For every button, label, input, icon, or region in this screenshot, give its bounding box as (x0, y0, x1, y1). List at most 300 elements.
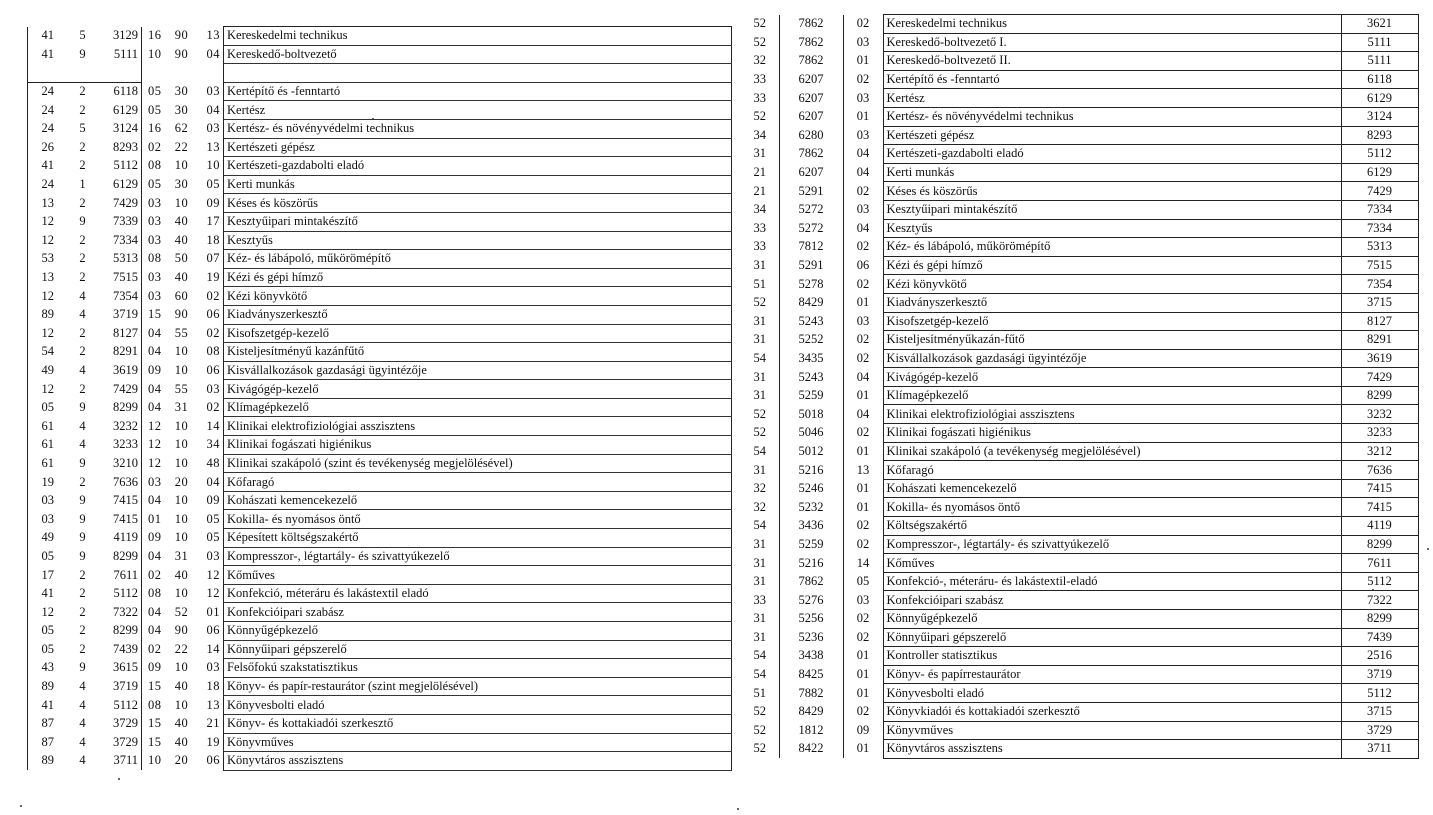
okj-code-cell: 3435 (779, 349, 843, 368)
okj-part1-cell: 08 (148, 158, 162, 173)
okj-code-cell: 1812 (779, 721, 843, 740)
group-code-cell: 12 (28, 324, 68, 343)
qualification-name-cell: Klinikai fogászati higiénikus (224, 436, 732, 455)
group-code-cell: 41 (28, 157, 68, 176)
qualification-name-cell: Klinikai szakápoló (a tevékenység megjelölésével) (883, 442, 1341, 461)
qualification-name-cell: Klímagépkezelő (224, 398, 732, 417)
qualification-name-cell: Kereskedő-boltvezető I. (883, 33, 1341, 52)
feor-code-cell: 3719 (98, 677, 142, 696)
okj-part3-cell: 06 (196, 305, 224, 324)
okj-suffix-cell: 13 (843, 461, 883, 480)
okj-code-cell: 7862 (779, 33, 843, 52)
level-code-cell: 32 (741, 479, 779, 498)
table-row (741, 554, 1418, 573)
feor-code-cell: 5111 (98, 45, 142, 64)
okj-suffix-cell: 05 (843, 572, 883, 591)
okj-part2-cell: 40 (174, 734, 189, 749)
feor-code-cell: 7339 (98, 212, 142, 231)
okj-part3-cell: 04 (196, 473, 224, 492)
feor-code-cell: 7429 (1341, 182, 1418, 201)
feor-code-cell: 7636 (1341, 461, 1418, 480)
feor-code-cell (98, 64, 142, 83)
qualification-name-cell: Klinikai szakápoló (szint és tevékenység megjelölésével) (224, 454, 732, 473)
okj-part3-cell: 09 (196, 194, 224, 213)
qualification-name-cell: Kézi és gépi hímző (224, 268, 732, 287)
feor-code-cell: 7334 (1341, 200, 1418, 219)
table-row (741, 479, 1418, 498)
okj-part3-cell: 08 (196, 343, 224, 362)
table-row (28, 566, 732, 585)
okj-code-cell: 5272 (779, 200, 843, 219)
okj-code-cell: 6207 (779, 89, 843, 108)
level-code-cell: 31 (741, 386, 779, 405)
okj-suffix-cell: 01 (843, 107, 883, 126)
okj-part1-cell: 02 (148, 641, 162, 656)
feor-code-cell: 7636 (98, 473, 142, 492)
table-row (741, 238, 1418, 257)
group-code-cell: 49 (28, 361, 68, 380)
qualification-name-cell: Kompresszor-, légtartály- és szivattyúkezelő (883, 535, 1341, 554)
table-row (741, 200, 1418, 219)
level-code-cell: 52 (741, 424, 779, 443)
table-row (741, 349, 1418, 368)
qualification-name-cell: Kisofszetgép-kezelő (883, 312, 1341, 331)
okj-part2-cell: 90 (174, 623, 189, 638)
feor-code-cell: 3719 (1341, 665, 1418, 684)
okj-part3-cell: 02 (196, 324, 224, 343)
table-row (741, 702, 1418, 721)
okj-part3-cell: 06 (196, 622, 224, 641)
table-row (741, 424, 1418, 443)
table-row (28, 175, 732, 194)
table-row (741, 684, 1418, 703)
feor-code-cell: 8299 (1341, 610, 1418, 629)
okj-part2-cell (168, 64, 196, 83)
level-code-cell: 2 (79, 270, 86, 285)
qualification-name-cell: Konfekcióipari szabász (224, 603, 732, 622)
okj-part3-cell: 03 (196, 82, 224, 101)
qualification-name-cell: Kesztyűs (883, 219, 1341, 238)
table-row (28, 194, 732, 213)
feor-code-cell: 8299 (1341, 386, 1418, 405)
okj-part3-cell: 17 (196, 212, 224, 231)
level-code-cell: 2 (79, 604, 86, 619)
okj-part1-cell: 15 (148, 679, 162, 694)
okj-part2-cell: 40 (174, 567, 189, 582)
level-code-cell: 2 (79, 84, 86, 99)
okj-part3-cell: 07 (196, 250, 224, 269)
group-code-cell: 05 (28, 547, 68, 566)
feor-code-cell: 3232 (98, 417, 142, 436)
group-code-cell: 54 (28, 343, 68, 362)
level-code-cell: 33 (741, 238, 779, 257)
qualification-name-cell: Kertészeti gépész (883, 126, 1341, 145)
level-code-cell: 4 (79, 716, 86, 731)
feor-code-cell: 8127 (1341, 312, 1418, 331)
table-row (741, 145, 1418, 164)
okj-code-cell: 5276 (779, 591, 843, 610)
level-code-cell: 9 (79, 46, 86, 61)
qualification-name-cell: Kertész (224, 101, 732, 120)
qualification-name-cell: Konfekcióipari szabász (883, 591, 1341, 610)
qualification-name-cell: Kerti munkás (224, 175, 732, 194)
table-row (28, 677, 732, 696)
feor-code-cell: 5111 (1341, 33, 1418, 52)
qualification-name-cell: Költségszakértő (883, 517, 1341, 536)
group-code-cell: 53 (28, 250, 68, 269)
level-code-cell: 4 (79, 288, 86, 303)
feor-code-cell: 8127 (98, 324, 142, 343)
okj-part2-cell: 52 (174, 604, 189, 619)
okj-suffix-cell: 03 (843, 591, 883, 610)
level-code-cell: 52 (741, 293, 779, 312)
group-code-cell: 12 (28, 603, 68, 622)
feor-code-cell: 2516 (1341, 647, 1418, 666)
qualification-name-cell: Könyvtáros asszisztens (224, 752, 732, 771)
okj-suffix-cell: 01 (843, 479, 883, 498)
level-code-cell: 33 (741, 89, 779, 108)
okj-part1-cell: 05 (148, 177, 162, 192)
feor-code-cell: 5112 (98, 696, 142, 715)
group-code-cell: 19 (28, 473, 68, 492)
okj-part2-cell: 10 (174, 660, 189, 675)
qualification-name-cell: Kisvállalkozások gazdasági ügyintézője (224, 361, 732, 380)
okj-code-cell: 8429 (779, 702, 843, 721)
okj-part1-cell: 05 (148, 84, 162, 99)
okj-suffix-cell: 01 (843, 52, 883, 71)
group-code-cell: 41 (28, 696, 68, 715)
qualification-name-cell: Kisvállalkozások gazdasági ügyintézője (883, 349, 1341, 368)
level-code-cell: 54 (741, 665, 779, 684)
qualification-name-cell: Könyv- és kottakiadói szerkesztő (224, 714, 732, 733)
table-row (741, 331, 1418, 350)
table-row (28, 398, 732, 417)
okj-suffix-cell: 02 (843, 424, 883, 443)
table-row (28, 547, 732, 566)
okj-code-cell: 5216 (779, 554, 843, 573)
level-code-cell: 2 (79, 344, 86, 359)
level-code-cell: 31 (741, 145, 779, 164)
qualification-name-cell: Könyvtáros asszisztens (883, 740, 1341, 759)
level-code-cell: 4 (79, 753, 86, 768)
okj-part3-cell: 13 (196, 696, 224, 715)
scan-speck (118, 778, 120, 780)
level-code-cell: 2 (79, 641, 86, 656)
group-code-cell: 03 (28, 510, 68, 529)
table-row (741, 740, 1418, 759)
okj-part1-cell: 04 (148, 548, 162, 563)
feor-code-cell: 6118 (1341, 70, 1418, 89)
feor-code-cell: 7439 (98, 640, 142, 659)
table-row (741, 517, 1418, 536)
okj-part1-cell: 15 (148, 716, 162, 731)
qualification-name-cell: Kerti munkás (883, 163, 1341, 182)
okj-part3-cell: 19 (196, 268, 224, 287)
okj-part2-cell: 30 (174, 177, 189, 192)
table-row (28, 640, 732, 659)
okj-part1-cell: 01 (148, 511, 162, 526)
okj-part1-cell: 03 (148, 474, 162, 489)
level-code-cell: 31 (741, 628, 779, 647)
feor-code-cell: 4119 (1341, 517, 1418, 536)
okj-part1-cell: 16 (148, 121, 162, 136)
feor-code-cell: 3232 (1341, 405, 1418, 424)
level-code-cell: 32 (741, 52, 779, 71)
okj-code-cell: 3436 (779, 517, 843, 536)
feor-code-cell: 3711 (1341, 740, 1418, 759)
feor-code-cell: 8291 (1341, 331, 1418, 350)
okj-part1-cell: 16 (148, 28, 162, 43)
okj-part2-cell: 10 (174, 697, 189, 712)
okj-suffix-cell: 01 (843, 740, 883, 759)
okj-suffix-cell: 02 (843, 349, 883, 368)
okj-code-cell: 7862 (779, 15, 843, 34)
okj-suffix-cell: 03 (843, 126, 883, 145)
feor-code-cell: 5112 (98, 584, 142, 603)
table-row (741, 33, 1418, 52)
okj-code-cell: 5252 (779, 331, 843, 350)
qualification-name-cell: Kesztyűs (224, 231, 732, 250)
level-code-cell: 34 (741, 200, 779, 219)
qualification-name-cell: Kivágógép-kezelő (883, 368, 1341, 387)
level-code-cell: 5 (79, 121, 86, 136)
group-code-cell: 12 (28, 212, 68, 231)
table-row (28, 603, 732, 622)
level-code-cell: 2 (79, 325, 86, 340)
okj-part2-cell: 55 (174, 325, 189, 340)
okj-code-cell: 8422 (779, 740, 843, 759)
feor-code-cell: 8299 (98, 622, 142, 641)
feor-code-cell: 8293 (98, 138, 142, 157)
okj-part1-cell: 03 (148, 232, 162, 247)
feor-code-cell: 7354 (1341, 275, 1418, 294)
qualification-name-cell: Kohászati kemencekezelő (224, 491, 732, 510)
group-code-cell: 24 (28, 82, 68, 101)
table-row (28, 305, 732, 324)
qualification-name-cell: Kertészeti gépész (224, 138, 732, 157)
table-row (741, 126, 1418, 145)
okj-suffix-cell: 03 (843, 200, 883, 219)
okj-code-cell: 5012 (779, 442, 843, 461)
okj-code-cell: 5259 (779, 386, 843, 405)
feor-code-cell: 3729 (1341, 721, 1418, 740)
group-code-cell: 61 (28, 454, 68, 473)
feor-code-cell: 5112 (98, 157, 142, 176)
level-code-cell: 2 (79, 195, 86, 210)
qualification-name-cell: Késes és köszörűs (883, 182, 1341, 201)
table-row (741, 535, 1418, 554)
feor-code-cell: 8299 (98, 398, 142, 417)
group-code-cell: 41 (28, 584, 68, 603)
feor-code-cell: 3729 (98, 714, 142, 733)
qualification-name-cell: Könyvműves (883, 721, 1341, 740)
group-code-cell: 03 (28, 491, 68, 510)
qualification-name-cell: Késes és köszörűs (224, 194, 732, 213)
qualification-name-cell: Klinikai elektrofiziológiai asszisztens (883, 405, 1341, 424)
qualification-name-cell: Kohászati kemencekezelő (883, 479, 1341, 498)
okj-part1-cell: 10 (148, 753, 162, 768)
level-code-cell: 54 (741, 442, 779, 461)
feor-code-cell: 3212 (1341, 442, 1418, 461)
qualification-name-cell: Kőfaragó (224, 473, 732, 492)
group-code-cell: 49 (28, 529, 68, 548)
qualification-name-cell: Klinikai fogászati higiénikus (883, 424, 1341, 443)
okj-part3-cell: 18 (196, 231, 224, 250)
okj-part1-cell: 03 (148, 288, 162, 303)
feor-code-cell: 6118 (98, 82, 142, 101)
table-row (741, 572, 1418, 591)
feor-code-cell: 7322 (1341, 591, 1418, 610)
okj-part1-cell: 03 (148, 270, 162, 285)
okj-part2-cell: 40 (174, 270, 189, 285)
okj-part2-cell: 31 (174, 548, 189, 563)
level-code-cell: 9 (79, 400, 86, 415)
qualification-name-cell: Kiadványszerkesztő (224, 305, 732, 324)
qualification-name-cell: Kéz- és lábápoló, műkörömépítő (224, 250, 732, 269)
okj-part3-cell: 12 (196, 584, 224, 603)
level-code-cell: 4 (79, 362, 86, 377)
okj-part1-cell: 02 (148, 139, 162, 154)
table-row (28, 343, 732, 362)
level-code-cell: 9 (79, 660, 86, 675)
qualification-name-cell: Könyvműves (224, 733, 732, 752)
table-row (741, 89, 1418, 108)
table-row (28, 138, 732, 157)
group-code-cell: 12 (28, 380, 68, 399)
qualification-name-cell: Kertész- és növényvédelmi technikus (224, 119, 732, 138)
okj-suffix-cell: 02 (843, 238, 883, 257)
table-row (741, 70, 1418, 89)
okj-part3-cell: 03 (196, 119, 224, 138)
level-code-cell: 31 (741, 554, 779, 573)
level-code-cell: 4 (79, 697, 86, 712)
table-row (28, 119, 732, 138)
okj-part2-cell: 90 (174, 46, 189, 61)
okj-part1-cell: 15 (148, 307, 162, 322)
okj-part1-cell: 12 (148, 455, 162, 470)
okj-code-cell: 5243 (779, 368, 843, 387)
okj-suffix-cell: 02 (843, 702, 883, 721)
old-qualification-table (27, 26, 732, 771)
okj-code-cell: 6207 (779, 163, 843, 182)
qualification-name-cell: Könyv- és papír-restaurátor (szint megjelölésével) (224, 677, 732, 696)
group-code-cell: 13 (28, 268, 68, 287)
feor-code-cell: 7439 (1341, 628, 1418, 647)
okj-part2-cell: 30 (174, 84, 189, 99)
okj-part2-cell: 22 (174, 641, 189, 656)
level-code-cell: 54 (741, 349, 779, 368)
table-row (741, 15, 1418, 34)
okj-code-cell: 5018 (779, 405, 843, 424)
table-row (28, 529, 732, 548)
okj-part3-cell: 13 (196, 138, 224, 157)
feor-code-cell: 7611 (1341, 554, 1418, 573)
feor-code-cell: 7334 (98, 231, 142, 250)
okj-part1-cell: 03 (148, 195, 162, 210)
table-row (28, 82, 732, 101)
level-code-cell: 33 (741, 591, 779, 610)
okj-part3-cell: 14 (196, 640, 224, 659)
feor-code-cell: 4119 (98, 529, 142, 548)
qualification-name-cell: Kisteljesítményű kazánfűtő (224, 343, 732, 362)
group-code-cell: 61 (28, 436, 68, 455)
table-row (28, 510, 732, 529)
qualification-name-cell: Kézi könyvkötő (224, 287, 732, 306)
group-code-cell: 61 (28, 417, 68, 436)
group-code-cell: 17 (28, 566, 68, 585)
level-code-cell: 31 (741, 461, 779, 480)
feor-code-cell: 7611 (98, 566, 142, 585)
okj-suffix-cell: 03 (843, 312, 883, 331)
okj-part2-cell: 20 (174, 753, 189, 768)
feor-code-cell: 7415 (98, 491, 142, 510)
okj-code-cell: 7882 (779, 684, 843, 703)
okj-suffix-cell: 09 (843, 721, 883, 740)
level-code-cell: 31 (741, 572, 779, 591)
okj-part3-cell: 06 (196, 752, 224, 771)
okj-suffix-cell: 02 (843, 610, 883, 629)
okj-suffix-cell: 04 (843, 405, 883, 424)
level-code-cell: 52 (741, 15, 779, 34)
okj-part3-cell: 02 (196, 398, 224, 417)
level-code-cell: 52 (741, 721, 779, 740)
feor-code-cell: 7354 (98, 287, 142, 306)
okj-part1-cell: 15 (148, 734, 162, 749)
okj-suffix-cell: 02 (843, 15, 883, 34)
table-row (741, 368, 1418, 387)
table-row (28, 491, 732, 510)
qualification-name-cell: Kertész- és növényvédelmi technikus (883, 107, 1341, 126)
qualification-name-cell: Kokilla- és nyomásos öntő (224, 510, 732, 529)
level-code-cell: 33 (741, 219, 779, 238)
level-code-cell: 31 (741, 312, 779, 331)
level-code-cell: 4 (79, 734, 86, 749)
okj-suffix-cell: 01 (843, 684, 883, 703)
feor-code-cell: 7415 (1341, 498, 1418, 517)
okj-part3-cell (196, 64, 224, 83)
level-code-cell: 2 (79, 623, 86, 638)
feor-code-cell: 7334 (1341, 219, 1418, 238)
table-row (741, 442, 1418, 461)
feor-code-cell: 6129 (98, 101, 142, 120)
table-row (741, 405, 1418, 424)
okj-part2-cell: 22 (174, 139, 189, 154)
feor-code-cell: 3124 (98, 119, 142, 138)
group-code-cell: 43 (28, 659, 68, 678)
table-row (28, 64, 732, 83)
okj-suffix-cell: 03 (843, 89, 883, 108)
group-code-cell: 13 (28, 194, 68, 213)
table-row (741, 163, 1418, 182)
okj-part2-cell: 30 (174, 102, 189, 117)
okj-part1-cell: 09 (148, 530, 162, 545)
okj-code-cell: 5278 (779, 275, 843, 294)
table-row (741, 256, 1418, 275)
qualification-name-cell: Kesztyűipari mintakészítő (224, 212, 732, 231)
okj-code-cell: 7862 (779, 572, 843, 591)
table-row (741, 182, 1418, 201)
level-code-cell: 2 (79, 567, 86, 582)
level-code-cell: 4 (79, 418, 86, 433)
okj-part2-cell: 10 (174, 586, 189, 601)
okj-code-cell: 5246 (779, 479, 843, 498)
table-row (741, 591, 1418, 610)
group-code-cell: 05 (28, 640, 68, 659)
feor-code-cell: 7415 (98, 510, 142, 529)
table-row (28, 157, 732, 176)
scan-speck (372, 118, 374, 120)
feor-code-cell: 7415 (1341, 479, 1418, 498)
